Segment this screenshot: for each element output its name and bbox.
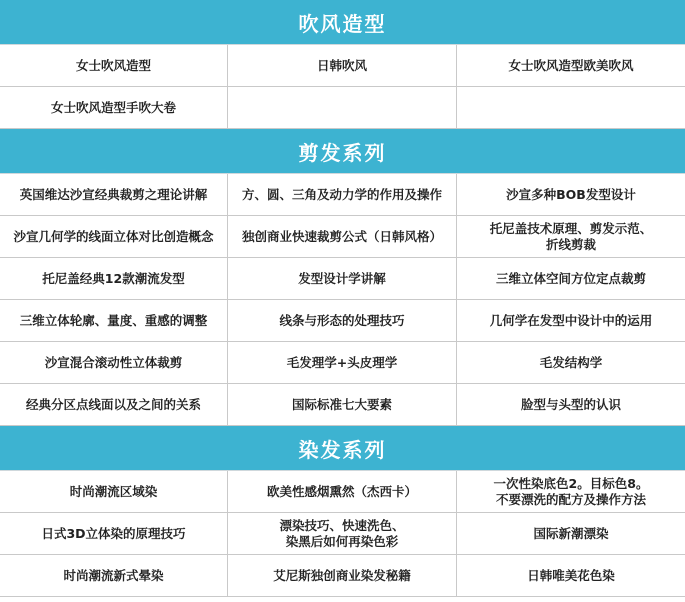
table-cell: 日韩唯美花色染 (457, 555, 685, 597)
table-cell: 毛发结构学 (457, 342, 685, 384)
table-cell: 独创商业快速裁剪公式（日韩风格） (228, 216, 457, 258)
section-grid-blowdry (0, 45, 685, 129)
table-cell: 方、圆、三角及动力学的作用及操作 (228, 174, 457, 216)
table-cell: 一次性染底色2。目标色8。 不要漂洗的配方及操作方法 (457, 471, 685, 513)
table-cell: 脸型与头型的认识 (457, 384, 685, 426)
table-cell: 三维立体空间方位定点裁剪 (457, 258, 685, 300)
table-cell: 国际标准七大要素 (228, 384, 457, 426)
table-cell-empty (228, 87, 457, 129)
table-cell: 英国维达沙宣经典裁剪之理论讲解 (0, 174, 228, 216)
section-title-blowdry: 吹风造型 (0, 0, 685, 45)
table-cell: 时尚潮流区域染 (0, 471, 228, 513)
table-cell: 日式3D立体染的原理技巧 (0, 513, 228, 555)
table-cell: 女士吹风造型 (0, 45, 228, 87)
section-title-coloring: 染发系列 (0, 426, 685, 471)
table-cell: 毛发理学+头皮理学 (228, 342, 457, 384)
table-cell: 沙宣混合滚动性立体裁剪 (0, 342, 228, 384)
table-cell: 发型设计学讲解 (228, 258, 457, 300)
table-cell: 沙宣几何学的线面立体对比创造概念 (0, 216, 228, 258)
table-cell: 经典分区点线面以及之间的关系 (0, 384, 228, 426)
table-cell: 线条与形态的处理技巧 (228, 300, 457, 342)
section-grid-coloring (0, 471, 685, 597)
table-cell: 托尼盖经典12款潮流发型 (0, 258, 228, 300)
table-cell: 几何学在发型中设计中的运用 (457, 300, 685, 342)
table-cell: 欧美性感烟熏然（杰西卡） (228, 471, 457, 513)
table-cell: 日韩吹风 (228, 45, 457, 87)
table-cell: 时尚潮流新式晕染 (0, 555, 228, 597)
section-title-haircut: 剪发系列 (0, 129, 685, 174)
section-grid-haircut (0, 174, 685, 426)
table-cell: 国际新潮漂染 (457, 513, 685, 555)
table-cell: 艾尼斯独创商业染发秘籍 (228, 555, 457, 597)
table-cell-empty (457, 87, 685, 129)
table-cell: 女士吹风造型欧美吹风 (457, 45, 685, 87)
table-cell: 漂染技巧、快速洗色、 染黑后如何再染色彩 (228, 513, 457, 555)
table-cell: 女士吹风造型手吹大卷 (0, 87, 228, 129)
table-cell: 三维立体轮廓、量度、重感的调整 (0, 300, 228, 342)
table-cell: 沙宣多种BOB发型设计 (457, 174, 685, 216)
table-cell: 托尼盖技术原理、剪发示范、 折线剪裁 (457, 216, 685, 258)
